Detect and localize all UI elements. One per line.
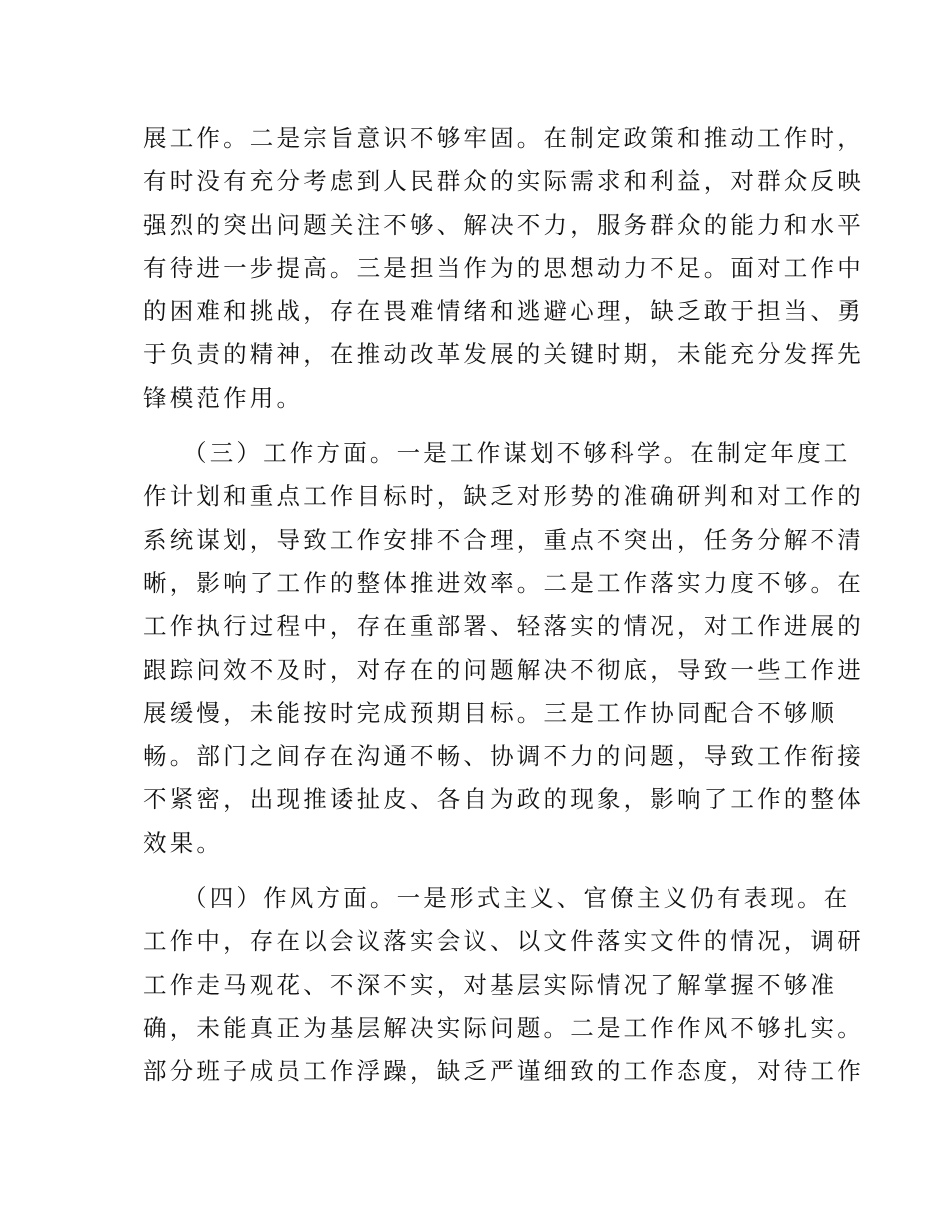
paragraph-line: 跟踪问效不及时，对存在的问题解决不彻底，导致一些工作进 bbox=[143, 655, 864, 684]
paragraph-line: 有待进一步提高。三是担当作为的思想动力不足。面对工作中 bbox=[143, 253, 864, 282]
paragraph-line: 畅。部门之间存在沟通不畅、协调不力的问题，导致工作衔接 bbox=[143, 742, 864, 771]
paragraph-line: 部分班子成员工作浮躁，缺乏严谨细致的工作态度，对待工作 bbox=[143, 1057, 864, 1086]
paragraph-line: 确，未能真正为基层解决实际问题。二是工作作风不够扎实。 bbox=[143, 1013, 864, 1042]
paragraph-line: 的困难和挑战，存在畏难情绪和逃避心理，缺乏敢于担当、勇 bbox=[143, 297, 864, 326]
paragraph-spacer bbox=[143, 420, 808, 432]
paragraph-line: 展工作。二是宗旨意识不够牢固。在制定政策和推动工作时， bbox=[143, 124, 864, 152]
document-body bbox=[143, 117, 864, 1094]
paragraph-3 bbox=[143, 877, 864, 1093]
paragraph-2 bbox=[143, 432, 864, 865]
paragraph-line: 效果。 bbox=[143, 828, 224, 857]
paragraph-line: 系统谋划，导致工作安排不合理，重点不突出，任务分解不清 bbox=[143, 525, 864, 554]
paragraph-line: （三）工作方面。一是工作谋划不够科学。在制定年度工 bbox=[183, 439, 851, 468]
paragraph-1 bbox=[143, 117, 864, 420]
paragraph-spacer bbox=[143, 865, 808, 877]
paragraph-line: 工作执行过程中，存在重部署、轻落实的情况，对工作进展的 bbox=[143, 612, 864, 641]
paragraph-line: 有时没有充分考虑到人民群众的实际需求和利益，对群众反映 bbox=[143, 167, 864, 196]
paragraph-line: 于负责的精神，在推动改革发展的关键时期，未能充分发挥先 bbox=[143, 340, 864, 369]
paragraph-line: 展缓慢，未能按时完成预期目标。三是工作协同配合不够顺 bbox=[143, 698, 838, 727]
paragraph-line: 晰，影响了工作的整体推进效率。二是工作落实力度不够。在 bbox=[143, 568, 864, 597]
paragraph-line: 不紧密，出现推诿扯皮、各自为政的现象，影响了工作的整体 bbox=[143, 785, 864, 814]
paragraph-line: 强烈的突出问题关注不够、解决不力，服务群众的能力和水平 bbox=[143, 210, 864, 239]
paragraph-line: （四）作风方面。一是形式主义、官僚主义仍有表现。在 bbox=[183, 884, 851, 913]
paragraph-line: 工作中，存在以会议落实会议、以文件落实文件的情况，调研 bbox=[143, 927, 864, 956]
paragraph-line: 锋模范作用。 bbox=[143, 383, 304, 412]
paragraph-line: 作计划和重点工作目标时，缺乏对形势的准确研判和对工作的 bbox=[143, 482, 864, 511]
paragraph-line: 工作走马观花、不深不实，对基层实际情况了解掌握不够准 bbox=[143, 970, 838, 999]
